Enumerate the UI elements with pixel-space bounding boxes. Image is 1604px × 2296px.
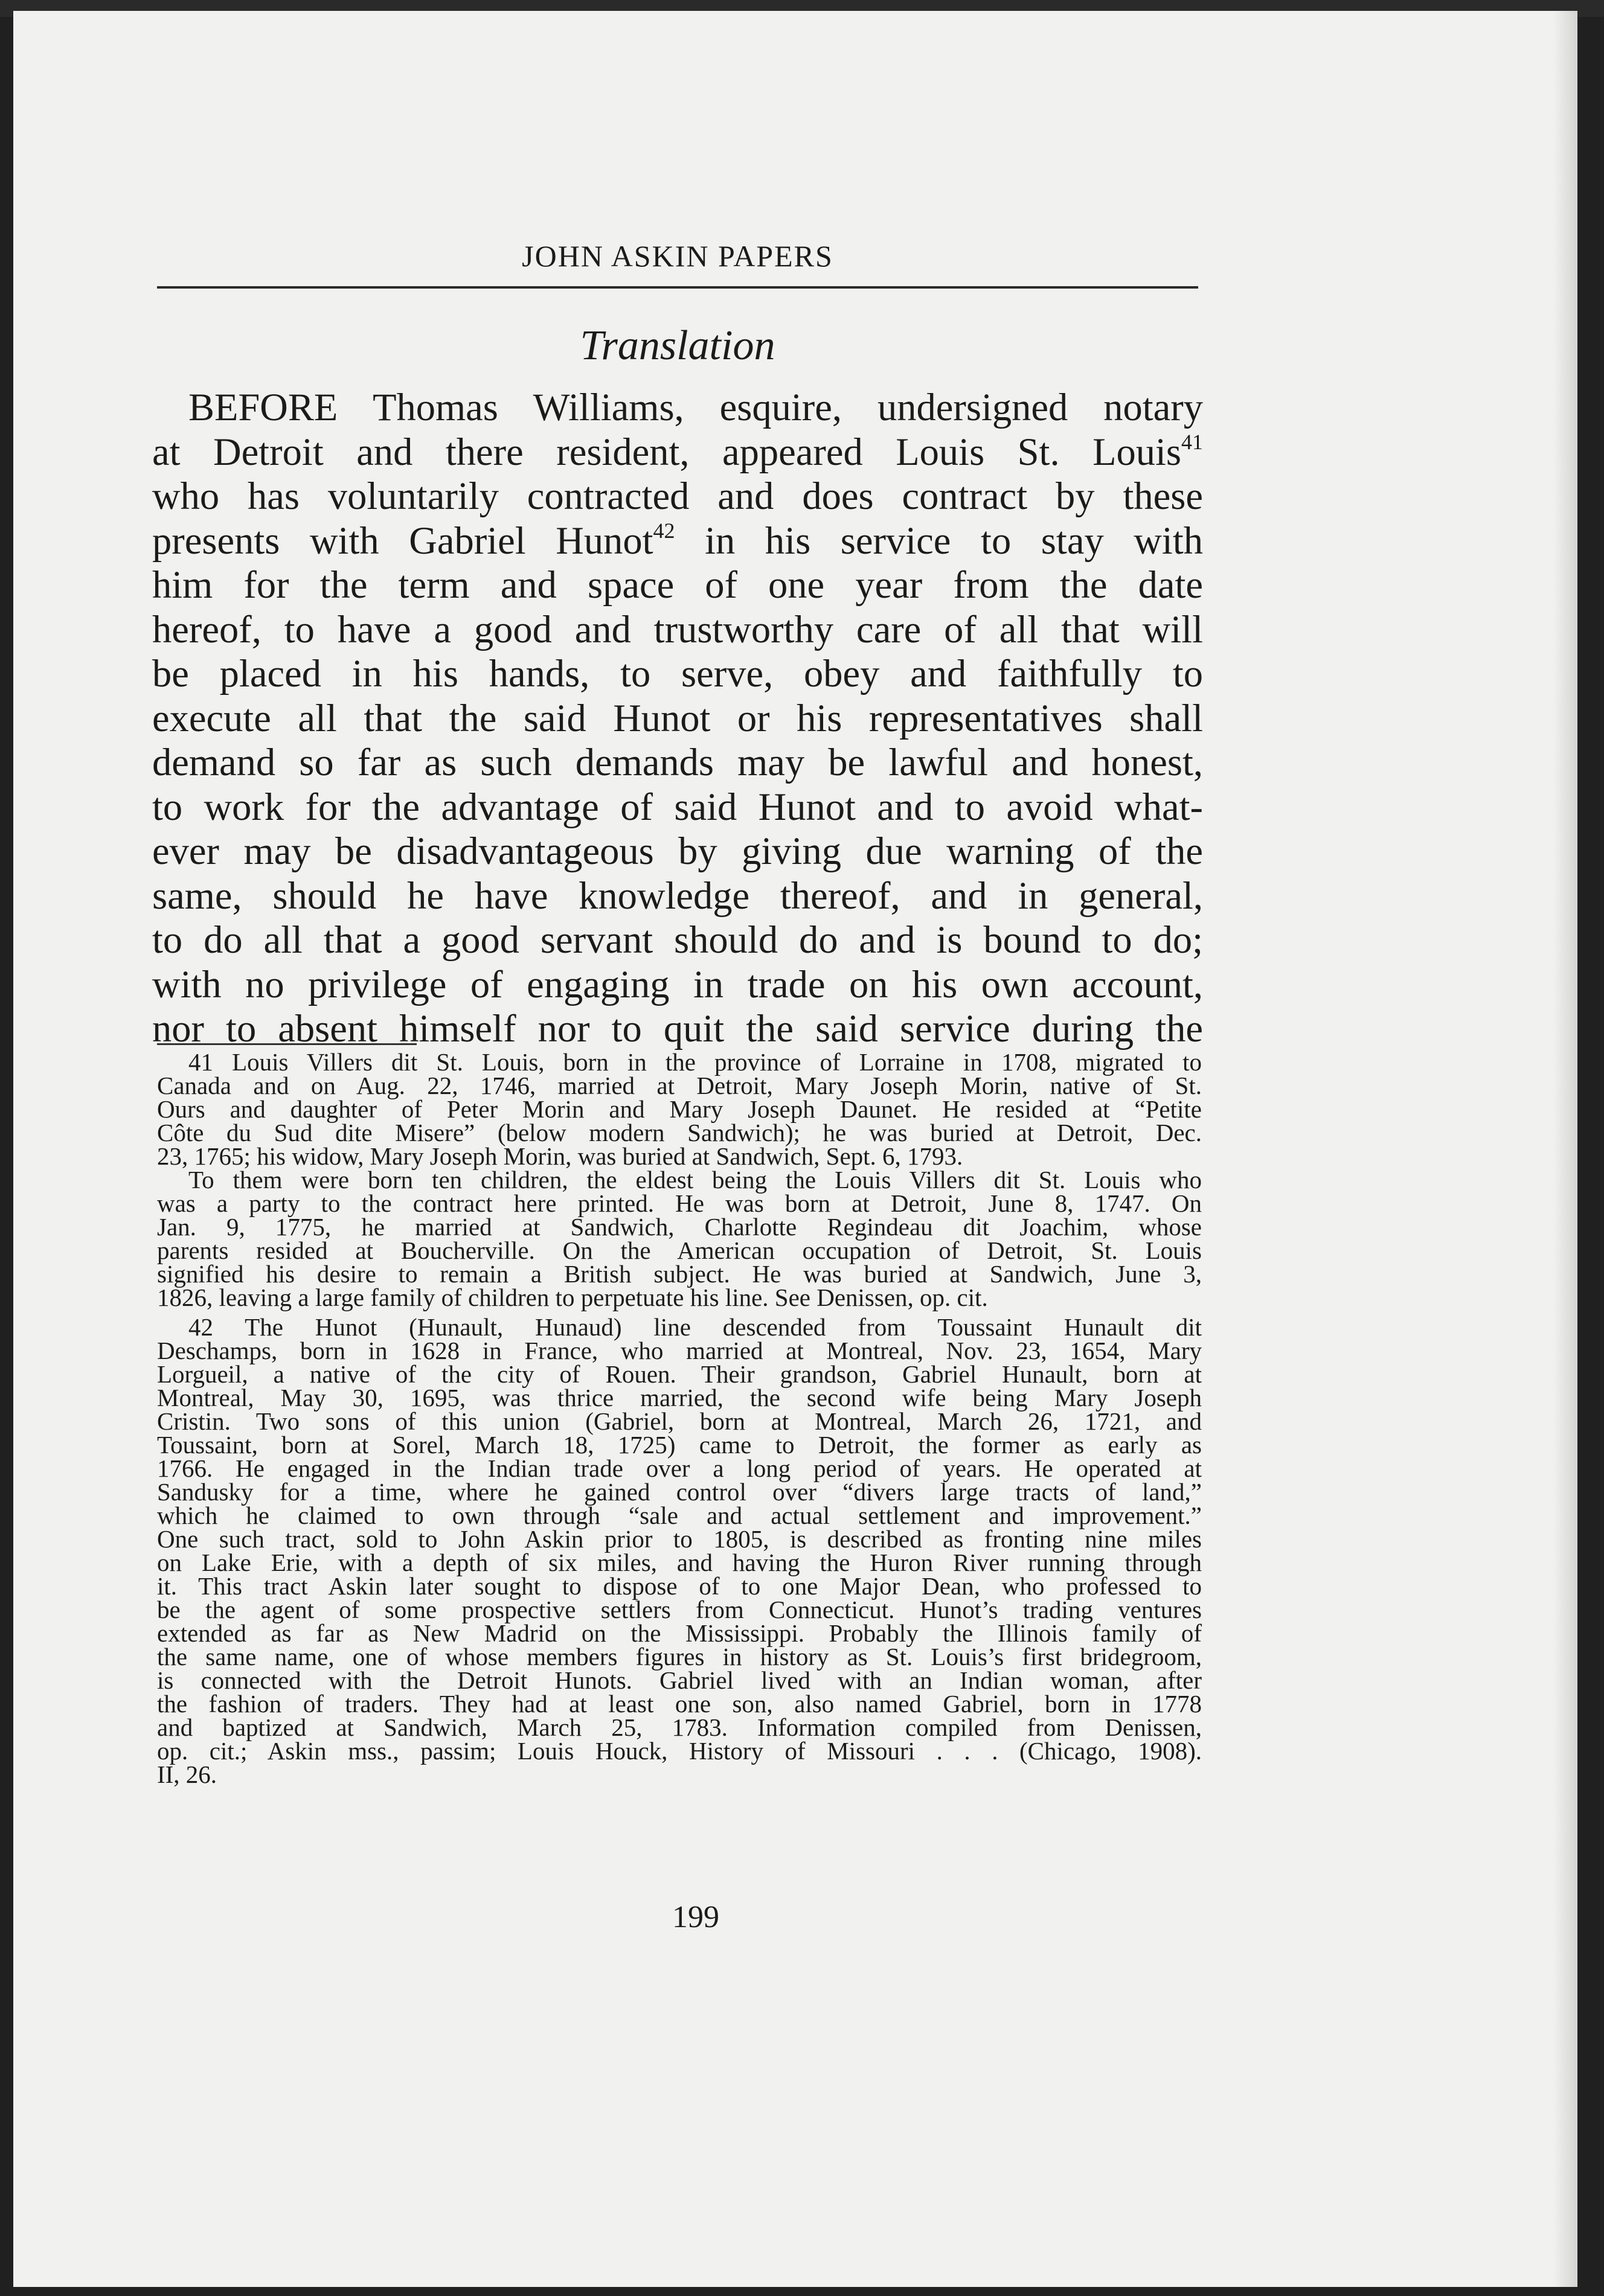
footnote-line: Côte du Sud dite Misere” (below modern Sandwich); he was buried at Detroit, Dec. [157, 1119, 1202, 1146]
footnote-line: extended as far as New Madrid on the Mississippi. Probably the Illinois family of [157, 1619, 1202, 1647]
footnote-line: Ours and daughter of Peter Morin and Mary Joseph Daunet. He resided at “Petite [157, 1095, 1202, 1123]
body-line: be placed in his hands, to serve, obey and faithfully to [152, 652, 1203, 695]
book-page [13, 11, 1577, 2287]
body-line: demand so far as such demands may be lawful and honest, [152, 741, 1203, 784]
body-line: at Detroit and there resident, appeared Louis St. Louis$^{41}$ [152, 429, 1203, 473]
footnote-line: Lorgueil, a native of the city of Rouen. Their grandson, Gabriel Hunault, born at [157, 1360, 1202, 1388]
body-line: who has voluntarily contracted and does contract by these [152, 475, 1203, 517]
footnote-line: One such tract, sold to John Askin prior to 1805, is described as fronting nine miles [157, 1525, 1202, 1553]
body-line: him for the term and space of one year from the date [152, 563, 1203, 606]
footnote-ref-42: 42 [653, 518, 675, 543]
footnote-line: 41 Louis Villers dit St. Louis, born in the province of Lorraine in 1708, migrated to [188, 1048, 1202, 1076]
footnote-line: Toussaint, born at Sorel, March 18, 1725) came to Detroit, the former as early as [157, 1431, 1202, 1459]
footnote-41 [157, 1050, 1202, 1309]
footnote-line: Canada and on Aug. 22, 1746, married at Detroit, Mary Joseph Morin, native of St. [157, 1072, 1202, 1099]
footnote-42 [157, 1313, 1202, 1788]
footnote-line: Cristin. Two sons of this union (Gabriel, born at Montreal, March 26, 1721, and [157, 1407, 1202, 1435]
footnote-line: is connected with the Detroit Hunots. Gabriel lived with an Indian woman, after [157, 1666, 1202, 1694]
section-title: Translation [580, 322, 775, 369]
footnote-line: it. This tract Askin later sought to dispose of to one Major Dean, who professed to [157, 1572, 1202, 1600]
body-line: with no privilege of engaging in trade on his own account, [152, 962, 1203, 1006]
page-shadow [1553, 11, 1577, 2287]
footnote-line: 1766. He engaged in the Indian trade over a long period of years. He operated at [157, 1454, 1202, 1482]
body-line: nor to absent himself nor to quit the said service during the [152, 1007, 1203, 1050]
footnote-line: op. cit.; Askin mss., passim; Louis Houck, History of Missouri . . . (Chicago, 1908). [157, 1737, 1202, 1765]
footnote-line: 42 The Hunot (Hunault, Hunaud) line descended from Toussaint Hunault dit [188, 1313, 1202, 1341]
footnote-line: II, 26. [157, 1760, 217, 1788]
body-line: BEFORE Thomas Williams, esquire, undersigned notary [188, 386, 1203, 429]
footnote-line: 23, 1765; his widow, Mary Joseph Morin, was buried at Sandwich, Sept. 6, 1793. [157, 1142, 963, 1170]
footnote-line: on Lake Erie, with a depth of six miles, and having the Huron River running through [157, 1549, 1202, 1576]
footnote-line: was a party to the contract here printed. He was born at Detroit, June 8, 1747. On [157, 1189, 1202, 1217]
footnote-line: Montreal, May 30, 1695, was thrice married, the second wife being Mary Joseph [157, 1384, 1202, 1412]
footnote-line: signified his desire to remain a British subject. He was buried at Sandwich, June 3, [157, 1260, 1202, 1288]
footnote-line: and baptized at Sandwich, March 25, 1783. Information compiled from Denissen, [157, 1713, 1202, 1741]
footnote-divider [157, 1043, 417, 1045]
page-number: 199 [672, 1900, 719, 1934]
body-line: execute all that the said Hunot or his representatives shall [152, 696, 1203, 740]
footnote-line: Deschamps, born in 1628 in France, who married at Montreal, Nov. 23, 1654, Mary [157, 1337, 1202, 1364]
footnote-line: 1826, leaving a large family of children to perpetuate his line. See Denissen, op. cit. [157, 1284, 988, 1311]
footnote-line: be the agent of some prospective settlers from Connecticut. Hunot’s trading ventures [157, 1596, 1202, 1623]
running-head-title: JOHN ASKIN PAPERS [522, 239, 833, 273]
body-line: hereof, to have a good and trustworthy care of all that will [152, 607, 1203, 651]
running-header [157, 237, 1198, 289]
body-line: to work for the advantage of said Hunot and to avoid what- [152, 785, 1203, 828]
footnotes [157, 1050, 1202, 1786]
footnote-line: the fashion of traders. They had at least one son, also named Gabriel, born in 1778 [157, 1690, 1202, 1718]
footnote-line: Sandusky for a time, where he gained control over “divers large tracts of land,” [157, 1478, 1202, 1506]
footnote-line: parents resided at Boucherville. On the American occupation of Detroit, St. Louis [157, 1236, 1202, 1264]
footnote-ref-41: 41 [1181, 429, 1203, 454]
body-line: ever may be disadvantageous by giving due warning of the [152, 830, 1203, 872]
body-line: to do all that a good servant should do and is bound to do; [152, 918, 1203, 961]
footnote-line: Jan. 9, 1775, he married at Sandwich, Charlotte Regindeau dit Joachim, whose [157, 1213, 1202, 1241]
footnote-line: which he claimed to own through “sale and actual settlement and improvement.” [157, 1501, 1202, 1529]
body-paragraph [152, 385, 1203, 1051]
footnote-line: To them were born ten children, the eldest being the Louis Villers dit St. Louis who [188, 1166, 1202, 1194]
body-line: presents with Gabriel Hunot$^{42}$ in his service to stay with [152, 518, 1203, 562]
footnote-line: the same name, one of whose members figures in history as St. Louis’s first bridegroom, [157, 1643, 1202, 1671]
body-line: same, should he have knowledge thereof, and in general, [152, 874, 1203, 917]
